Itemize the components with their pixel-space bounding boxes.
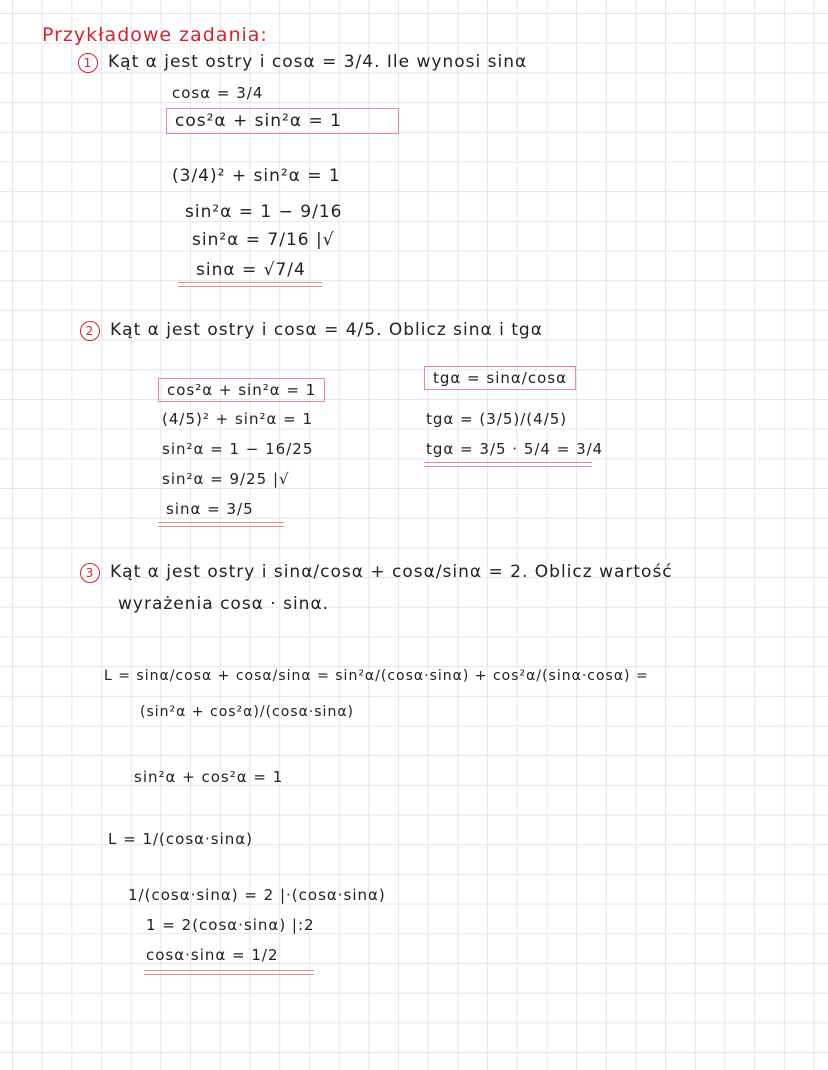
- math-result: cosα·sinα = 1/2: [146, 946, 279, 964]
- task-2-statement: 2 Kąt α jest ostry i cosα = 4/5. Oblicz sinα i tgα: [80, 320, 543, 341]
- math-line: cosα = 3/4: [172, 84, 264, 102]
- tangent-box: tgα = sinα/cosα: [424, 366, 576, 390]
- math-line: sin²α = 7/16 |√: [192, 230, 335, 250]
- math-line: 1/(cosα·sinα) = 2 |·(cosα·sinα): [128, 886, 386, 904]
- math-line: sin²α = 9/25 |√: [162, 470, 290, 488]
- math-line: sin²α = 1 − 16/25: [162, 440, 314, 458]
- page-title: Przykładowe zadania:: [42, 24, 268, 46]
- math-result: tgα = 3/5 · 5/4 = 3/4: [426, 440, 604, 458]
- math-line: (sin²α + cos²α)/(cosα·sinα): [140, 704, 355, 720]
- math-line: sin²α = 1 − 9/16: [185, 202, 343, 222]
- math-line: L = 1/(cosα·sinα): [108, 830, 254, 848]
- math-line: 1 = 2(cosα·sinα) |:2: [146, 916, 315, 934]
- identity-box: cos²α + sin²α = 1: [158, 378, 325, 402]
- task-1-statement: 1 Kąt α jest ostry i cosα = 3/4. Ile wynosi sinα: [78, 52, 527, 73]
- task-number-badge: 1: [78, 53, 98, 73]
- identity-box: cos²α + sin²α = 1: [166, 108, 399, 134]
- math-result: sinα = √7/4: [196, 260, 306, 280]
- result-underline: [158, 522, 284, 527]
- math-line: (3/4)² + sin²α = 1: [172, 166, 341, 186]
- math-line: tgα = (3/5)/(4/5): [426, 410, 568, 428]
- math-line: sin²α + cos²α = 1: [134, 768, 284, 786]
- result-underline: [144, 970, 314, 975]
- math-line: L = sinα/cosα + cosα/sinα = sin²α/(cosα·sinα) + cos²α/(sinα·cosα) =: [104, 668, 649, 684]
- math-result: sinα = 3/5: [166, 500, 254, 518]
- result-underline: [424, 462, 592, 467]
- math-line: (4/5)² + sin²α = 1: [162, 410, 314, 428]
- task-number-badge: 3: [80, 563, 100, 583]
- task-number-badge: 2: [80, 321, 100, 341]
- task-3-statement: 3 Kąt α jest ostry i sinα/cosα + cosα/sinα = 2. Oblicz wartość: [80, 562, 673, 583]
- task-3-statement-continued: wyrażenia cosα · sinα.: [118, 594, 330, 614]
- result-underline: [178, 282, 322, 287]
